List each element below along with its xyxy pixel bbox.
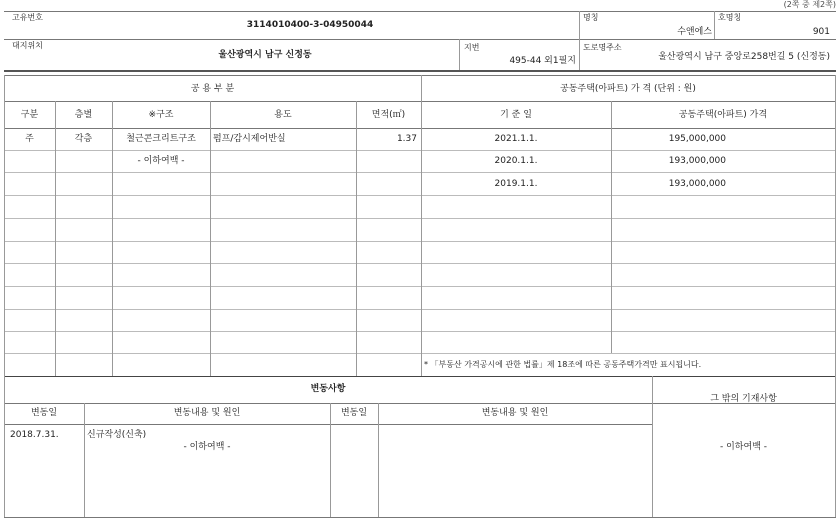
page-number: (2쪽 중 제2쪽): [783, 0, 836, 9]
col-gubun: 구분: [20, 110, 39, 120]
location-label: 대지위치: [12, 41, 43, 50]
price-footnote: * 「부동산 가격공시에 관한 법률」제 18조에 따른 공동주택가격만 표시됩니다.: [424, 360, 702, 369]
changes-title: 변동사항: [310, 384, 346, 394]
col-change-content-2: 변동내용 및 원인: [481, 408, 549, 418]
row1-area: 1.37: [396, 134, 417, 144]
col-use: 용도: [274, 110, 292, 120]
price-row-2-date: 2020.1.1.: [494, 156, 538, 166]
road-address-label: 도로명주소: [583, 43, 622, 52]
building-name: 수앤에스: [677, 27, 712, 37]
price-row-2-value: 193,000,000: [668, 156, 726, 166]
col-price: 공동주택(아파트) 가격: [678, 110, 768, 120]
price-row-3-value: 193,000,000: [668, 179, 726, 189]
price-row-1-value: 195,000,000: [668, 134, 726, 144]
lot-number: 495-44 외1필지: [509, 56, 576, 66]
road-address: 울산광역시 남구 중앙로258번길 5 (신정동): [658, 52, 830, 62]
price-row-3-date: 2019.1.1.: [494, 179, 538, 189]
col-structure: ※구조: [148, 110, 174, 120]
shared-section-title: 공 용 부 분: [190, 84, 235, 94]
col-change-content-1: 변동내용 및 원인: [173, 408, 241, 418]
unit-name: 901: [812, 27, 830, 37]
changes-blank-note: - 이하여백 -: [183, 442, 231, 452]
col-area: 면적(㎡): [371, 110, 406, 120]
change-row1-date: 2018.7.31.: [10, 430, 59, 440]
shared-blank-note: - 이하여백 -: [137, 156, 185, 166]
price-section-title: 공동주택(아파트) 가 격 (단위 : 원): [560, 84, 696, 94]
col-change-date-2: 변동일: [340, 408, 368, 418]
col-base-date: 기 준 일: [500, 110, 532, 120]
unique-no: 3114010400-3-04950044: [246, 20, 374, 30]
col-change-date-1: 변동일: [30, 408, 58, 418]
price-row-1-date: 2021.1.1.: [494, 134, 538, 144]
name-label: 명칭: [583, 13, 599, 22]
row1-use: 펌프/감시제어반실: [213, 134, 286, 144]
unit-label: 호명칭: [718, 13, 742, 22]
location: 울산광역시 남구 신정동: [218, 50, 312, 60]
unique-no-label: 고유번호: [12, 13, 43, 22]
other-blank-note: - 이하여백 -: [720, 442, 767, 452]
lot-label: 지번: [464, 43, 480, 52]
col-floor: 층별: [74, 110, 93, 120]
other-notes-title: 그 밖의 기재사항: [710, 394, 777, 404]
row1-floor: 각층: [74, 134, 93, 144]
change-row1-content: 신규작성(신축): [87, 430, 147, 440]
row1-gubun: 주: [25, 134, 34, 144]
row1-structure: 철근콘크리트구조: [126, 134, 196, 144]
